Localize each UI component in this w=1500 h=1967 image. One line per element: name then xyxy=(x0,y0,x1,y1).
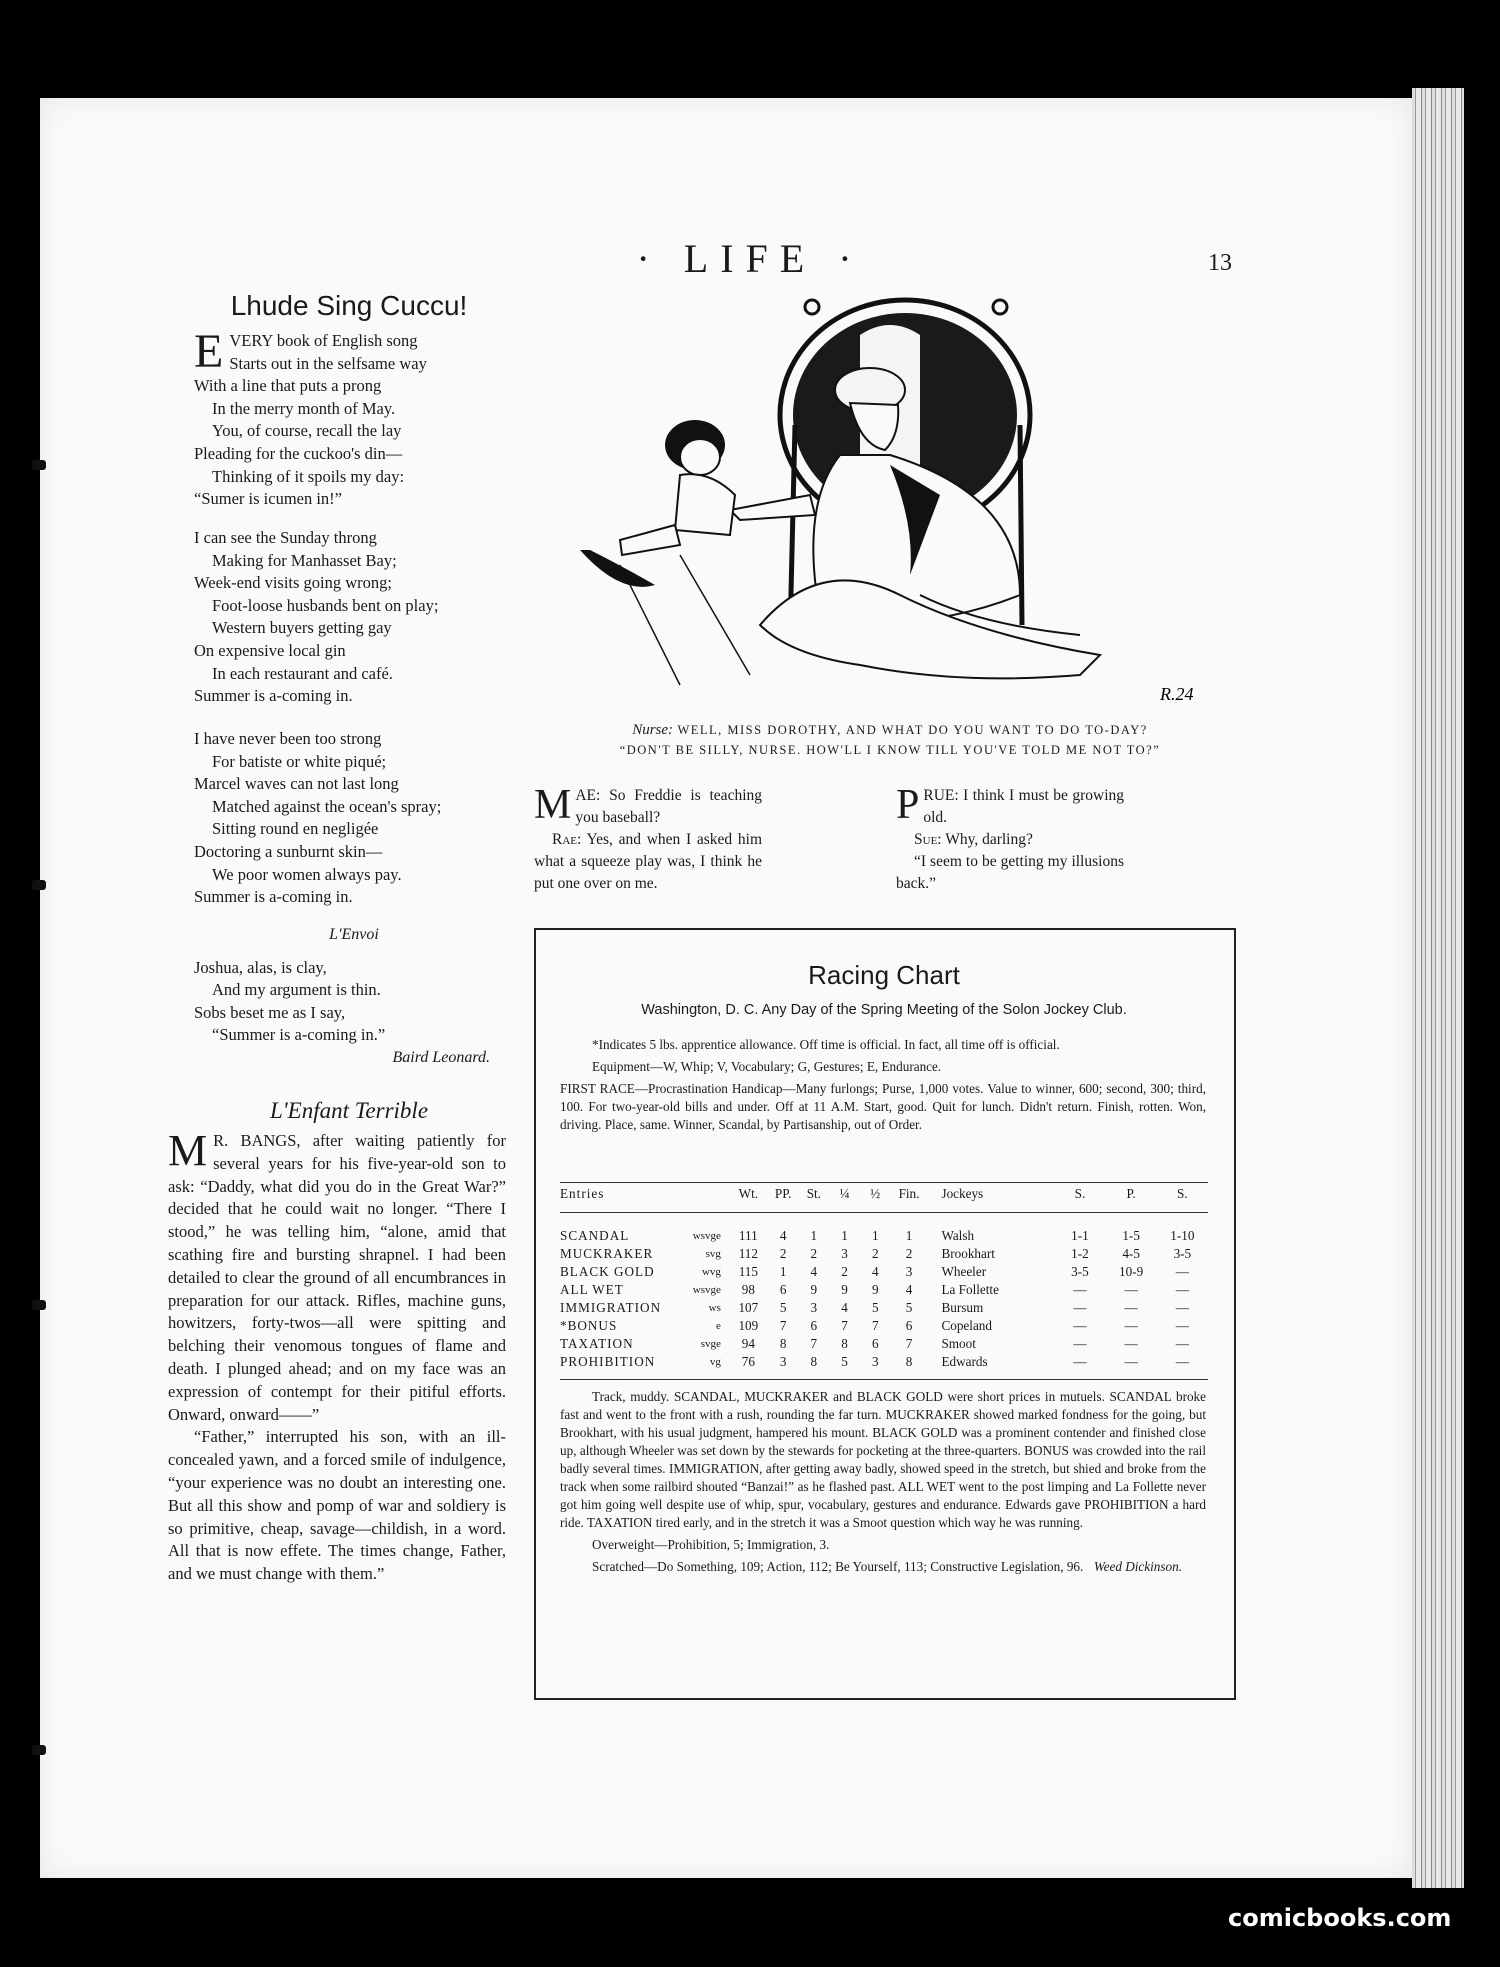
poem-line: Week-end visits going wrong; xyxy=(194,573,393,593)
poem-line: Sobs beset me as I say, xyxy=(194,1002,346,1022)
table-cell: 7 xyxy=(779,1318,787,1333)
table-cell: wsvge xyxy=(692,1230,721,1242)
cartoon-caption xyxy=(570,720,1210,760)
story-text: “Father,” interrupted his son, with an ill-concealed yawn, and a forced smile of indulgence, “your experience was no doubt an interesting one. But all this show and pomp of war and soldiery is so primitive, cheap, savage—childish, in a word. All that is now effete. The times change, Father, and we must change with them.” xyxy=(168,1427,506,1584)
table-cell: 109 xyxy=(738,1318,759,1333)
artist-signature: R.24 xyxy=(1160,684,1194,704)
joke-line xyxy=(896,829,1124,851)
table-cell: 9 xyxy=(810,1282,818,1297)
table-header-row xyxy=(560,1183,1208,1213)
col-header: Entries xyxy=(560,1183,673,1213)
joke-text: Why, darling? xyxy=(945,831,1033,848)
poem-line: Marcel waves can not last long xyxy=(194,774,399,794)
table-cell: 1 xyxy=(871,1228,879,1243)
chart-overweight: Overweight—Prohibition, 5; Immigration, 3. xyxy=(592,1537,830,1552)
table-cell: 4 xyxy=(871,1264,879,1279)
col-header: Jockeys xyxy=(927,1183,1054,1213)
table-cell: — xyxy=(1157,1353,1208,1380)
table-cell: 5 xyxy=(905,1300,913,1315)
nurse-child-cartoon xyxy=(560,295,1210,715)
table-cell: 2 xyxy=(905,1246,913,1261)
table-row xyxy=(560,1281,1208,1299)
joke-line xyxy=(896,782,1124,829)
table-cell: IMMIGRATION xyxy=(560,1300,662,1315)
joke-line: “I seem to be getting my illusions back.” xyxy=(896,853,1124,892)
poem-line: And my argument is thin. xyxy=(212,980,381,1000)
poem-line: For batiste or white piqué; xyxy=(212,751,387,771)
table-cell: 4 xyxy=(779,1228,787,1243)
poem-title: Lhude Sing Cuccu! xyxy=(230,290,468,321)
table-cell: ws xyxy=(708,1302,721,1314)
joke-dropcap: P xyxy=(896,782,920,828)
table-cell: 8 xyxy=(891,1353,928,1380)
story-dropcap: M xyxy=(168,1126,208,1175)
story-body xyxy=(168,1126,506,1586)
table-cell: — xyxy=(1106,1353,1157,1380)
poem-line: With a line that puts a prong xyxy=(194,376,382,396)
table-cell: 7 xyxy=(905,1336,913,1351)
table-row xyxy=(560,1353,1208,1380)
poem-line: Starts out in the selfsame way xyxy=(229,353,427,373)
poem-line: Doctoring a sunburnt skin— xyxy=(194,841,383,861)
table-row xyxy=(560,1299,1208,1317)
poem-line: Matched against the ocean's spray; xyxy=(212,796,442,816)
racing-chart-commentary xyxy=(560,1388,1206,1576)
poem-line: Making for Manhasset Bay; xyxy=(212,550,397,570)
chart-commentary: Track, muddy. SCANDAL, MUCKRAKER and BLACK GOLD were short prices in mutuels. SCANDAL broke fast and went to the front with a rush, rounding the far turn. MUCKRAKER showed marked fondness for the going, but Brookhart, with his usual judgment, hampered his mount. BLACK GOLD was a prominent contender and finished close up, although Wheeler was set down by the stewards for pocketing at the three-quarters. BONUS was crowded into the rail badly several times. IMMIGRATION, after getting away badly, showed speed in the stretch, but shied and broke from the track when some railbird shouted “Banzai!” as he flashed past. ALL WET went to the post limping and La Follette never got him going well despite use of whip, spur, vocabulary, gestures and endurance. Edwards gave PROHIBITION a hard ride. TAXATION tired early, and in the stretch it was a Smoot question which way he was running. xyxy=(560,1389,1206,1530)
table-cell: 1 xyxy=(779,1264,787,1279)
table-cell: 3 xyxy=(841,1246,848,1261)
table-cell: — xyxy=(1124,1336,1138,1351)
binding-stitch xyxy=(32,460,46,470)
story-paragraph xyxy=(168,1126,506,1426)
table-cell: Brookhart xyxy=(941,1246,995,1261)
table-row xyxy=(560,1213,1208,1246)
table-row xyxy=(560,1263,1208,1281)
table-cell: 6 xyxy=(871,1336,879,1351)
chart-author: Weed Dickinson. xyxy=(1093,1559,1182,1574)
joke-speaker: Sue: xyxy=(914,831,942,848)
table-cell: wvg xyxy=(701,1266,721,1278)
poem-line: VERY book of English song xyxy=(229,331,418,350)
joke-speaker: RUE: xyxy=(923,787,959,804)
table-row xyxy=(560,1335,1208,1353)
table-cell: Smoot xyxy=(941,1336,976,1351)
poem-line: Summer is a-coming in. xyxy=(194,686,353,706)
table-cell: 9 xyxy=(871,1282,879,1297)
poem-stanza-2 xyxy=(194,527,514,708)
racing-chart-preamble xyxy=(560,1036,1206,1134)
table-cell: 3 xyxy=(810,1300,818,1315)
table-cell: 2 xyxy=(841,1264,848,1279)
col-header: ½ xyxy=(860,1183,891,1213)
table-cell: 3 xyxy=(860,1353,891,1380)
poem-line: “Sumer is icumen in!” xyxy=(194,489,343,509)
caption-line-1 xyxy=(570,720,1210,740)
table-row xyxy=(560,1245,1208,1263)
table-cell: 1-2 xyxy=(1071,1246,1089,1261)
table-cell: 112 xyxy=(738,1246,758,1261)
col-header: ¼ xyxy=(829,1183,860,1213)
table-cell: MUCKRAKER xyxy=(560,1246,654,1261)
poem-line: Sitting round en negligée xyxy=(212,819,379,839)
table-cell: 6 xyxy=(905,1318,913,1333)
table-cell: 1 xyxy=(841,1228,848,1243)
table-cell: 6 xyxy=(779,1282,787,1297)
binding-stitch xyxy=(32,1300,46,1310)
table-cell: PROHIBITION xyxy=(560,1353,673,1380)
poem-dropcap: E xyxy=(194,325,224,378)
site-watermark: comicbooks.com xyxy=(1228,1904,1452,1932)
poem-line: Pleading for the cuckoo's din— xyxy=(194,443,403,463)
table-cell: 98 xyxy=(741,1282,755,1297)
poem-stanza-1 xyxy=(194,325,514,511)
col-header: Wt. xyxy=(729,1183,768,1213)
envoi-heading: L'Envoi xyxy=(329,926,379,943)
table-cell: — xyxy=(1073,1282,1087,1297)
table-cell: 2 xyxy=(871,1246,879,1261)
table-cell: 3-5 xyxy=(1071,1264,1089,1279)
table-cell: — xyxy=(1073,1300,1087,1315)
table-cell: 5 xyxy=(871,1300,879,1315)
joke-text: I think I must be growing old. xyxy=(923,787,1124,826)
table-cell: 4 xyxy=(841,1300,848,1315)
table-cell: TAXATION xyxy=(560,1336,634,1351)
table-cell: — xyxy=(1175,1318,1189,1333)
table-cell: 1-10 xyxy=(1170,1228,1195,1243)
table-cell: 94 xyxy=(741,1336,755,1351)
joke-speaker: Rae: xyxy=(552,831,582,848)
table-cell: 6 xyxy=(810,1318,818,1333)
table-cell: 3 xyxy=(905,1264,913,1279)
poem-line: In the merry month of May. xyxy=(212,398,396,418)
joke-prue-sue xyxy=(896,782,1124,895)
poem-line: I have never been too strong xyxy=(194,729,382,748)
story-paragraph xyxy=(168,1426,506,1586)
joke-line xyxy=(534,782,762,829)
table-cell: — xyxy=(1124,1282,1138,1297)
caption-speaker: Nurse: xyxy=(632,722,674,738)
table-cell: — xyxy=(1073,1336,1087,1351)
table-cell: 1-5 xyxy=(1122,1228,1140,1243)
joke-line xyxy=(534,829,762,895)
table-cell: Wheeler xyxy=(941,1264,987,1279)
poem-line: Summer is a-coming in. xyxy=(194,887,353,907)
col-header xyxy=(673,1183,729,1213)
joke-text: So Freddie is teaching you baseball? xyxy=(575,787,762,826)
poem-envoi xyxy=(194,924,514,1070)
table-cell: 4 xyxy=(810,1264,818,1279)
poem-line: In each restaurant and café. xyxy=(212,663,393,683)
joke-speaker: AE: xyxy=(575,787,601,804)
story-title: L'Enfant Terrible xyxy=(269,1098,429,1123)
table-cell: 3 xyxy=(768,1353,799,1380)
table-cell: 8 xyxy=(841,1336,848,1351)
binding-stitch xyxy=(32,880,46,890)
caption-text: WELL, MISS DOROTHY, AND WHAT DO YOU WANT TO DO TO-DAY? xyxy=(677,723,1148,737)
table-cell: 1 xyxy=(905,1228,913,1243)
table-cell: — xyxy=(1124,1300,1138,1315)
table-cell: 115 xyxy=(738,1264,758,1279)
table-cell: svge xyxy=(700,1338,721,1350)
table-cell: — xyxy=(1073,1318,1087,1333)
table-cell: 7 xyxy=(871,1318,879,1333)
chart-scratched: Scratched—Do Something, 109; Action, 112; Be Yourself, 113; Constructive Legislation, 96. xyxy=(592,1559,1084,1574)
col-header: S. xyxy=(1054,1183,1105,1213)
poem-line: Foot-loose husbands bent on play; xyxy=(212,595,439,615)
table-cell: 76 xyxy=(729,1353,768,1380)
table-cell: 1-1 xyxy=(1071,1228,1089,1243)
poem-line: We poor women always pay. xyxy=(212,864,402,884)
poem-line: Thinking of it spoils my day: xyxy=(212,466,405,486)
table-cell: 8 xyxy=(779,1336,787,1351)
poem-stanza-3 xyxy=(194,728,514,909)
table-cell: svg xyxy=(705,1248,721,1260)
table-cell: 7 xyxy=(841,1318,848,1333)
col-header: Fin. xyxy=(891,1183,928,1213)
table-cell: 4 xyxy=(905,1282,913,1297)
table-cell: — xyxy=(1175,1336,1189,1351)
racing-results-table xyxy=(560,1182,1208,1380)
col-header: P. xyxy=(1106,1183,1157,1213)
table-cell: 111 xyxy=(738,1228,758,1243)
chart-note: *Indicates 5 lbs. apprentice allowance. Off time is official. In fact, all time off is official. xyxy=(592,1037,1060,1052)
racing-chart-subtitle: Washington, D. C. Any Day of the Spring Meeting of the Solon Jockey Club. xyxy=(641,1002,1127,1018)
table-cell: BLACK GOLD xyxy=(560,1264,655,1279)
table-cell: — xyxy=(1124,1318,1138,1333)
joke-text: Yes, and when I asked him what a squeeze play was, I think he put one over on me. xyxy=(534,831,762,892)
page-number: 13 xyxy=(1208,250,1232,276)
table-cell: Copeland xyxy=(941,1318,992,1333)
table-cell: *BONUS xyxy=(560,1318,618,1333)
table-cell: 8 xyxy=(798,1353,829,1380)
table-cell: e xyxy=(716,1320,721,1332)
table-cell: 7 xyxy=(810,1336,818,1351)
table-cell: Walsh xyxy=(941,1228,975,1243)
table-cell: wsvge xyxy=(692,1284,721,1296)
poem-line: Western buyers getting gay xyxy=(212,618,392,638)
binding-stitch xyxy=(32,1745,46,1755)
table-cell: 2 xyxy=(810,1246,818,1261)
racing-chart-title: Racing Chart xyxy=(808,960,960,990)
table-cell: 1 xyxy=(810,1228,818,1243)
book-page-edges xyxy=(1412,88,1464,1888)
poem-line: I can see the Sunday throng xyxy=(194,528,377,547)
table-cell: — xyxy=(1175,1282,1189,1297)
table-cell: 107 xyxy=(738,1300,759,1315)
story-text: R. BANGS, after waiting patiently for several years for his five-year-old son to ask: “Daddy, what did you do in the Great War?” decided that he could wait no longer. “There I stood,” he was telling him, “alone, amid that scathing fire and bursting shrapnel. I had been detailed to clear the ground of all encumbrances in preparation for our attack. Rifles, machine guns, howitzers, forty-twos—all were spitting and belching their venomous tongues of flame and death. I plunged ahead; and on my face was an expression of contempt for their pitiful efforts. Onward, onward——” xyxy=(168,1131,506,1424)
table-cell: 9 xyxy=(841,1282,848,1297)
joke-mae-rae xyxy=(534,782,762,895)
table-cell: — xyxy=(1054,1353,1105,1380)
table-cell: 2 xyxy=(779,1246,787,1261)
table-cell: vg xyxy=(673,1353,729,1380)
poem-author: Baird Leonard. xyxy=(392,1048,490,1066)
poem-line: You, of course, recall the lay xyxy=(212,421,402,441)
chart-first-race: FIRST RACE—Procrastination Handicap—Many furlongs; Purse, 1,000 votes. Value to winner, 600; second, 300; third, 100. For two-year-old bills and under. Off at 11 A.M. Start, good. Quit for lunch. Didn't return. Finish, rotten. Won, driving. Place, same. Winner, Scandal, by Partisanship, out of Order. xyxy=(560,1081,1206,1132)
table-cell: Bursum xyxy=(941,1300,984,1315)
masthead: · LIFE · xyxy=(636,236,864,281)
table-cell: 5 xyxy=(829,1353,860,1380)
joke-dropcap: M xyxy=(534,782,572,828)
poem-line: Joshua, alas, is clay, xyxy=(194,957,327,977)
caption-line-2: “DON'T BE SILLY, NURSE. HOW'LL I KNOW TILL YOU'VE TOLD ME NOT TO?” xyxy=(619,743,1161,757)
poem-line: “Summer is a-coming in.” xyxy=(212,1025,386,1045)
chart-equipment: Equipment—W, Whip; V, Vocabulary; G, Gestures; E, Endurance. xyxy=(592,1059,942,1074)
table-cell: — xyxy=(1175,1264,1189,1279)
table-cell: 3-5 xyxy=(1173,1246,1192,1261)
table-cell: La Follette xyxy=(941,1282,999,1297)
table-cell: Edwards xyxy=(927,1353,1054,1380)
col-header: St. xyxy=(798,1183,829,1213)
table-cell: ALL WET xyxy=(560,1282,624,1297)
table-row xyxy=(560,1317,1208,1335)
table-cell: 10-9 xyxy=(1119,1264,1144,1279)
col-header: PP. xyxy=(768,1183,799,1213)
table-cell: SCANDAL xyxy=(560,1228,630,1243)
table-cell: — xyxy=(1175,1300,1189,1315)
table-cell: 5 xyxy=(779,1300,787,1315)
col-header: S. xyxy=(1157,1183,1208,1213)
poem-line: On expensive local gin xyxy=(194,640,346,660)
table-cell: 4-5 xyxy=(1122,1246,1140,1261)
